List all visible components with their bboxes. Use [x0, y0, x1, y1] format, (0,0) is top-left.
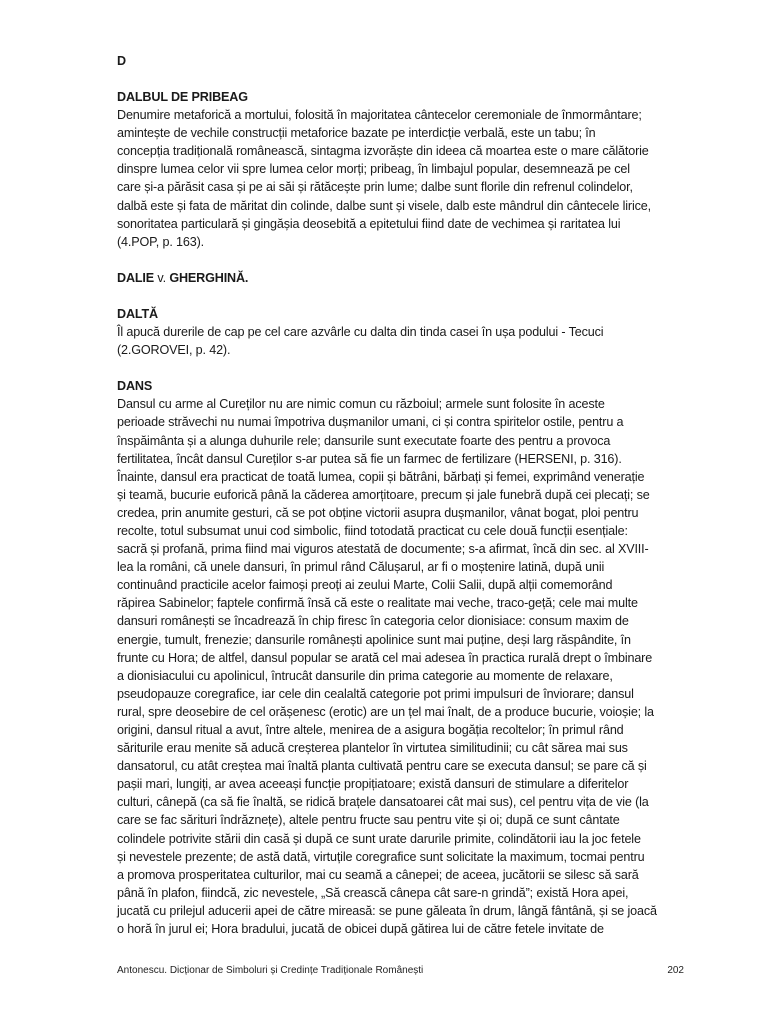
entry-text-line: care se fac sărituri îndrăznețe), altele pentru fructe sau pentru vite și oi; după ce sunt cântate	[117, 813, 620, 828]
entry-text-line: fertilitatea, încât dansul Cureților s-ar putea să fie un farmec de fertilizare (HERSENI, p. 316).	[117, 451, 622, 466]
entry-text-line: lea la români, că unele dansuri, în primul rând Călușarul, ar fi o moștenire latină, după unii	[117, 560, 605, 575]
entry-text-line: continuând practicile acelor faimoși preoți ai zeului Marte, Colii Salii, după alții comemorând	[117, 578, 613, 593]
entry-text-line: răpirea Sabinelor; faptele confirmă însă că este o realitate mai veche, traco-geță; cele mai multe	[117, 596, 638, 611]
entry-text-line: pașii mari, lungiți, ar avea aceeași funcție propițiatoare; există dansuri de stimulare a diferitelor	[117, 777, 629, 792]
entry-text-line: recolte, totul subsumat unui cod simbolic, fiind totodată practicat cu cele două funcții esențiale:	[117, 523, 628, 538]
footer-book-title: Antonescu. Dicționar de Simboluri și Credințe Tradiționale Românești	[117, 965, 424, 976]
entry-text-line: Îl apucă durerile de cap pe cel care azvârle cu dalta din tinda casei în ușa podului - Tecuci	[117, 325, 604, 340]
entry-text-line: perioade străvechi nu numai împotriva dușmanilor umani, ci și contra spiritelor ostile, pentru a	[117, 415, 624, 430]
entry-text-line: care și-a părăsit casa și pe ai săi și rătăcește prin lume; dalbe sunt florile din refrenul colindelor,	[117, 180, 633, 195]
entry-text-line: concepția tradițională românească, sintagma izvorăște din ideea că moartea este o mare călătorie	[117, 144, 649, 159]
entry-body	[117, 323, 687, 359]
page-number: 202	[667, 965, 684, 976]
entry-text-line: până în plafon, fiindcă, zic nevestele, „Să crească cânepa cât sare-n grindă”; există Hora apei,	[117, 885, 629, 900]
entry-text-line: a promova prosperitatea culturilor, mai cu seamă a cânepei; de aceea, jucătorii se silesc să sară	[117, 867, 639, 882]
entry-text-line: (2.GOROVEI, p. 42).	[117, 343, 231, 358]
see-also-marker: v.	[154, 270, 170, 285]
entry-dalbul-de-pribeag	[117, 88, 687, 251]
entry-text-line: dansatorul, cu atât creștea mai înaltă planta cultivată pentru care se executa dansul; se pare că și	[117, 759, 647, 774]
entry-text-line: rural, spre deosebire de cel orășenesc (erotic) are un țel mai înalt, de a produce bucurie, voioșie; la	[117, 704, 654, 719]
entry-text-line: Denumire metaforică a mortului, folosită în majoritatea cântecelor ceremoniale de înmormântare;	[117, 108, 642, 123]
entry-text-line: dalbă este și fata de măritat din colinde, dalbe sunt și visele, dalb este mândrul din cântecele lirice,	[117, 198, 651, 213]
entry-text-line: a dionisiacului cu apolinicul, întrucât dansurile din prima categorie au momente de relaxare,	[117, 668, 613, 683]
entry-title: DALBUL DE PRIBEAG	[117, 90, 248, 104]
entry-body	[117, 106, 687, 251]
entry-text-line: și nevestele prezente; de astă dată, virtuțile coregrafice sunt solicitate la maximum, tocmai pentru	[117, 849, 645, 864]
entry-text-line: Dansul cu arme al Cureților nu are nimic comun cu războiul; armele sunt folosite în aceste	[117, 397, 605, 412]
entry-text-line: (4.POP, p. 163).	[117, 234, 204, 249]
entry-dans	[117, 377, 687, 938]
entry-text-line: dinspre lumea celor vii spre lumea celor morți; pribeag, în limbajul popular, desemnează pe cel	[117, 162, 630, 177]
entry-dalie	[117, 269, 687, 287]
entry-text-line: dansuri românești se încadrează în chip firesc în categoria celor dionisiace: consum maxim de	[117, 614, 629, 629]
entry-text-line: înspăimânta și a alunga duhurile rele; dansurile sunt executate foarte des pentru a provoca	[117, 433, 611, 448]
entry-text-line: săriturile erau menite să aducă creșterea plantelor în virtutea similitudinii; cu cât sărea mai sus	[117, 741, 628, 756]
entry-body	[117, 395, 687, 938]
entry-text-line: și teamă, bucurie euforică până la căderea amorțitoare, precum și jale funebră după cei plecați; se	[117, 487, 650, 502]
entry-text-line: amintește de vechile construcții metaforice bazate pe interdicție verbală, este un tabu; în	[117, 126, 596, 141]
entry-title: DALTĂ	[117, 306, 158, 321]
entry-text-line: o horă în jurul ei; Hora bradului, jucată de obicei după gătirea lui de către fetele invitate de	[117, 922, 604, 937]
entry-text-line: sacră și profană, prima fiind mai viguros atestată de documente; s-a afirmat, încă din sec. al XVIII-	[117, 542, 649, 557]
section-letter: D	[117, 54, 126, 68]
entry-title: DANS	[117, 379, 153, 394]
entry-text-line: frunte cu Hora; de altfel, dansul popular se arată cel mai adesea în practica rurală drept o îmbinare	[117, 650, 653, 665]
entry-text-line: culturi, cânepă (ca să fie înaltă, se ridică brațele dansatoarei cât mai sus), cel pentru vița de vie (la	[117, 795, 649, 810]
entry-title: DALIE	[117, 270, 155, 285]
entry-text-line: pseudopauze coregrafice, iar cele din cealaltă categorie pot primi impulsuri de înviorare; dansul	[117, 686, 634, 701]
entry-text-line: energie, tumult, frenezie; dansurile românești apolinice sunt mai puține, deși larg răspândite, în	[117, 632, 631, 647]
entry-text-line: sonoritatea particulară și gingășia deosebită a epitetului fiind date de vechimea și raritatea lui	[117, 216, 621, 231]
entry-text-line: colindele potrivite stării din casă și după ce sunt urate darurile primite, colindătorii iau la joc fetele	[117, 831, 641, 846]
entry-see-also	[117, 269, 687, 287]
entry-dalta	[117, 305, 687, 359]
page-footer	[117, 965, 684, 976]
page-content	[117, 52, 687, 938]
entry-text-line: origini, dansul ritual a avut, între altele, menirea de a asigura bogăția recoltelor; în primul rând	[117, 723, 624, 737]
entry-text-line: Înainte, dansul era practicat de toată lumea, copii și bătrâni, bărbați și femei, exprimând venerație	[117, 469, 645, 484]
entry-text-line: jucată cu prilejul aducerii apei de către mireasă: se pune găleata în drum, lângă fântână, și se joacă	[117, 903, 657, 918]
entry-text-line: credea, prin anumite gesturi, că se pot obține victorii asupra dușmanilor, vânat bogat, ploi pentru	[117, 505, 639, 520]
see-also-target: GHERGHINĂ.	[169, 270, 249, 285]
